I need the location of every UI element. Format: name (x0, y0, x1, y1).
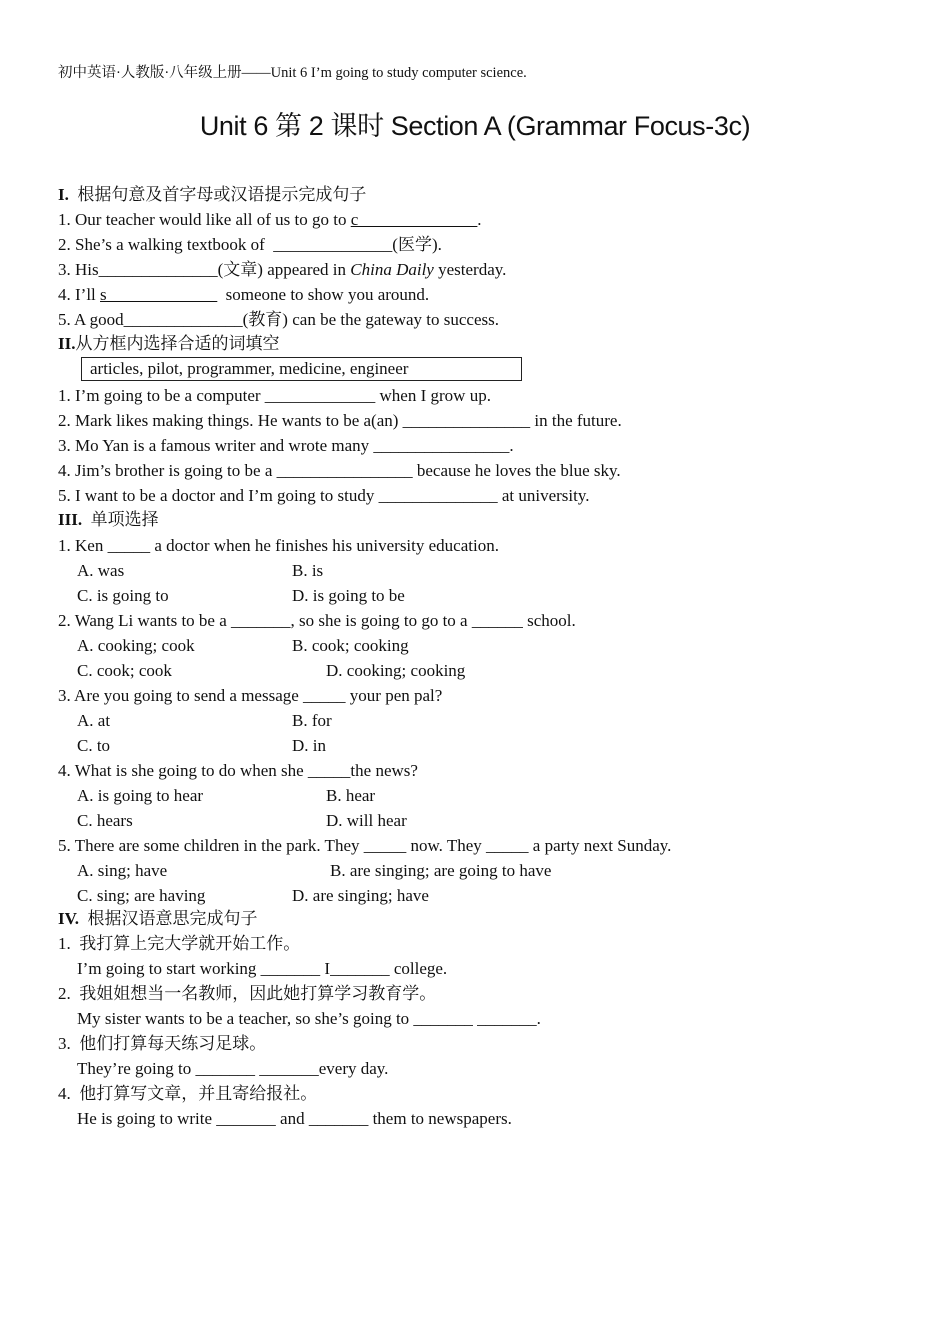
section-4-heading (58, 909, 257, 929)
s1-q3-end: yesterday. (433, 260, 507, 279)
s3-question-4: 4. What is she going to do when she _____the news? (58, 761, 418, 780)
s3-q2-option-d: D. cooking; cooking (326, 661, 466, 680)
section-2-heading (58, 334, 279, 354)
s1-q4-end: someone to show you around. (217, 285, 430, 304)
s3-q1-option-b: B. is (292, 561, 324, 580)
s3-q4-option-d: D. will hear (326, 811, 407, 830)
word-box-text: articles, pilot, programmer, medicine, engineer (90, 359, 409, 378)
page-header: 初中英语·人教版·八年级上册——Unit 6 I’m going to study computer science. (58, 65, 527, 81)
word-box (81, 357, 522, 381)
s1-q1-end: . (477, 210, 482, 229)
s2-question-4: 4. Jim’s brother is going to be a ________________ because he loves the blue sky. (58, 461, 621, 480)
s2-question-5: 5. I want to be a doctor and I’m going to study ______________ at university. (58, 486, 590, 505)
s1-question-5: 5. A good______________(教育) can be the gateway to success. (58, 310, 499, 329)
section-3-heading (58, 510, 159, 530)
s3-q3-option-b: B. for (292, 711, 332, 730)
section-4-number: IV. (58, 909, 79, 928)
s4-question-2-chinese: 2. 我姐姐想当一名教师，因此她打算学习教育学。 (58, 984, 437, 1003)
s4-question-3-english: They’re going to _______ _______every day. (77, 1059, 389, 1078)
s1-q1-blank: c______________ (350, 210, 478, 229)
s3-q4-option-b: B. hear (326, 786, 376, 805)
section-3-instruction: 单项选择 (82, 510, 159, 529)
s3-question-5: 5. There are some children in the park. They _____ now. They _____ a party next Sunday. (58, 836, 672, 855)
s3-q5-option-a: A. sing; have (77, 861, 168, 880)
s4-question-3-chinese: 3. 他们打算每天练习足球。 (58, 1034, 267, 1053)
s3-q5-option-d: D. are singing; have (292, 886, 429, 905)
s3-q3-option-a: A. at (77, 711, 111, 730)
s3-q3-option-c: C. to (77, 736, 111, 755)
s4-question-4-chinese: 4. 他打算写文章，并且寄给报社。 (58, 1084, 318, 1103)
s3-question-3: 3. Are you going to send a message _____ your pen pal? (58, 686, 443, 705)
s2-question-3: 3. Mo Yan is a famous writer and wrote many ________________. (58, 436, 514, 455)
s1-q3-text: 3. His______________(文章) appeared in (58, 260, 351, 279)
s4-question-1-english: I’m going to start working _______ I_______ college. (77, 959, 448, 978)
s4-question-2-english: My sister wants to be a teacher, so she’s going to _______ _______. (77, 1009, 541, 1028)
section-2-instruction: 从方框内选择合适的词填空 (75, 334, 280, 353)
s3-q4-option-a: A. is going to hear (77, 786, 204, 805)
s3-q1-option-c: C. is going to (77, 586, 169, 605)
s2-question-1: 1. I’m going to be a computer _____________ when I grow up. (58, 386, 491, 405)
s3-question-2: 2. Wang Li wants to be a _______, so she is going to go to a ______ school. (58, 611, 576, 630)
s3-q4-option-c: C. hears (77, 811, 133, 830)
s2-question-2: 2. Mark likes making things. He wants to be a(an) _______________ in the future. (58, 411, 622, 430)
s1-q1-text: 1. Our teacher would like all of us to go to (58, 210, 351, 229)
s1-question-1 (58, 210, 482, 230)
s3-q5-option-b: B. are singing; are going to have (330, 861, 552, 880)
s1-question-2: 2. She’s a walking textbook of ______________(医学). (58, 235, 442, 254)
s1-q4-text: 4. I’ll (58, 285, 101, 304)
s4-question-1-chinese: 1. 我打算上完大学就开始工作。 (58, 934, 301, 953)
s3-q2-option-c: C. cook; cook (77, 661, 172, 680)
section-1-heading (58, 185, 366, 205)
s3-q5-option-c: C. sing; are having (77, 886, 206, 905)
section-1-number: I. (58, 185, 69, 204)
s3-q2-option-a: A. cooking; cook (77, 636, 195, 655)
s1-question-4 (58, 285, 429, 305)
section-2-number: II. (58, 334, 76, 353)
section-3-number: III. (58, 510, 83, 529)
section-4-instruction: 根据汉语意思完成句子 (78, 909, 258, 928)
s3-q1-option-a: A. was (77, 561, 125, 580)
s4-question-4-english: He is going to write _______ and _______ them to newspapers. (77, 1109, 512, 1128)
page-title: Unit 6 第 2 课时 Section A (Grammar Focus-3c) (199, 111, 751, 141)
s3-question-1: 1. Ken _____ a doctor when he finishes his university education. (58, 536, 499, 555)
s1-question-3 (58, 260, 506, 280)
section-1-instruction: 根据句意及首字母或汉语提示完成句子 (68, 185, 367, 204)
s3-q1-option-d: D. is going to be (292, 586, 405, 605)
s1-q3-italic: China Daily (350, 260, 434, 279)
s1-q4-blank: s_____________ (100, 285, 218, 304)
s3-q2-option-b: B. cook; cooking (292, 636, 409, 655)
s3-q3-option-d: D. in (292, 736, 326, 755)
